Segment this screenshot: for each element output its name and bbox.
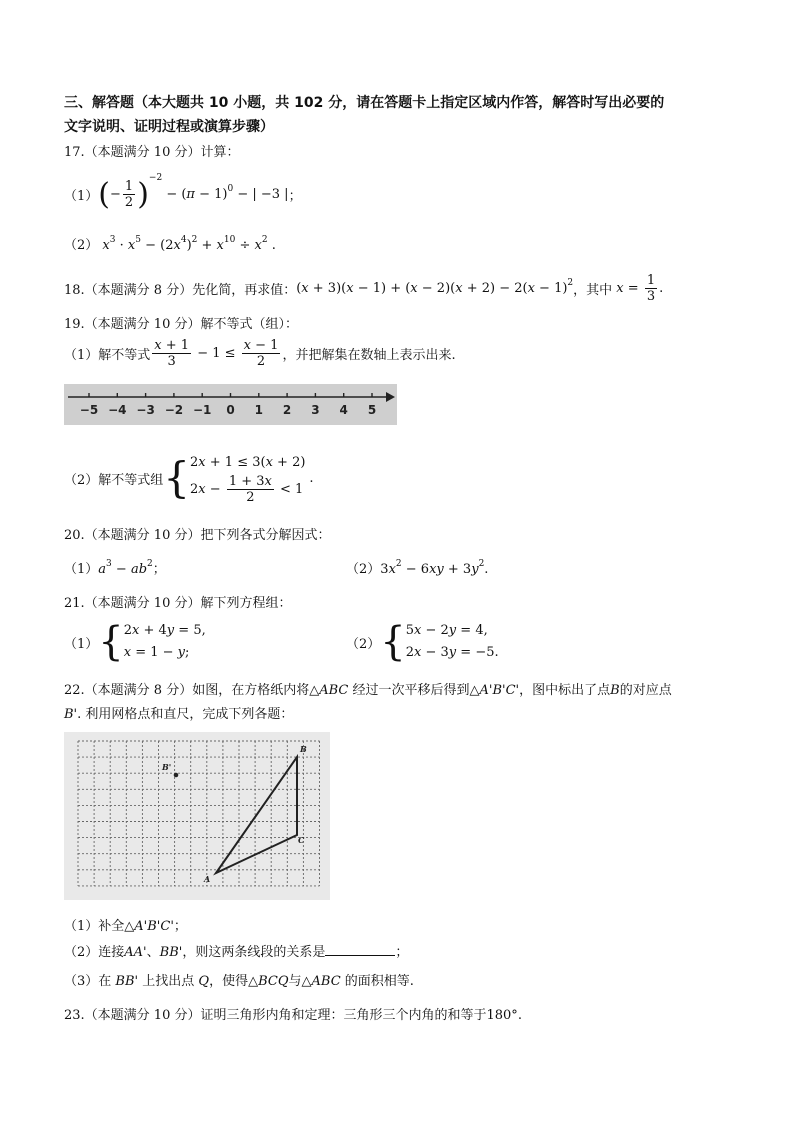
q18-expression: $(x + 3)(x - 1) + (x - 2)(x + 2) - 2(x - 1)^2$	[296, 277, 574, 296]
q22-part3: （3）在 BB' 上找出点 Q，使得△BCQ与△ABC 的面积相等.	[64, 974, 414, 989]
number-line-image	[64, 384, 397, 425]
q17-part1-label: （1）	[64, 188, 99, 204]
q19-part2-tail: .	[309, 470, 314, 486]
number-line-tick-label: 0	[226, 403, 235, 417]
q22-heading-line2: B'. 利用网格点和直尺，完成下列各题：	[64, 707, 294, 722]
q23-tail: .	[517, 1008, 522, 1023]
number-line-tick-label: −5	[79, 403, 99, 417]
number-line-arrow-icon	[386, 392, 395, 402]
q22-part2: （2）连接AA'、BB'，则这两条线段的关系是 ；	[64, 945, 409, 960]
number-line-tick-label: −3	[136, 403, 155, 417]
q18	[64, 270, 663, 306]
q21-part2	[346, 618, 499, 666]
q17-heading: 17.（本题满分 10 分）计算：	[64, 145, 240, 160]
q21-part1-system: 2x + 4y = 5, x = 1 − y;	[123, 623, 206, 660]
q19-part1-tail: ，并把解集在数轴上表示出来.	[282, 347, 456, 363]
label-c: C	[298, 835, 305, 845]
q23-text: 23.（本题满分 10 分）证明三角形内角和定理：三角形三个内角的和等于	[64, 1008, 487, 1023]
q17-part1-tail: ；	[288, 188, 302, 204]
q23	[64, 1004, 522, 1023]
number-line-tick-label: 2	[282, 403, 292, 417]
number-line-tick-label: 3	[311, 403, 320, 417]
q20-part2-expression: $3x^2 - 6xy + 3y^2$	[380, 559, 485, 577]
number-line-tick-label: 5	[367, 403, 377, 417]
q20-part1-expression: $a^3 - ab^2$	[98, 559, 153, 577]
q18-tail: .	[659, 280, 664, 296]
label-b: B	[300, 744, 307, 754]
brace-icon: {	[163, 453, 191, 502]
q18-condition: x = $\frac{1}{3}$	[616, 272, 656, 304]
q21-part2-system: 5x − 2y = 4, 2x − 3y = −5.	[405, 623, 499, 660]
q19-part2	[64, 446, 314, 510]
q20-part1-label: （1）	[64, 562, 99, 577]
q19-part2-system: 2x + 1 ≤ 3(x + 2) 2x − $\frac{1 + 3x}{2}$ < 1	[190, 454, 306, 505]
number-line-tick-label: 1	[254, 403, 263, 417]
q20-heading: 20.（本题满分 10 分）把下列各式分解因式：	[64, 528, 331, 543]
label-a: A	[204, 874, 211, 884]
grid-figure	[64, 732, 330, 900]
q22-heading: 22.（本题满分 8 分）如图，在方格纸内将△ABC 经过一次平移后得到△A'B'C'，图中标出了点B的对应点	[64, 683, 672, 698]
grid-svg	[64, 732, 330, 900]
q18-heading: 18.（本题满分 8 分）先化简，再求值：	[64, 282, 297, 298]
brace-icon: {	[98, 619, 124, 665]
section-heading-line1: 三、解答题（本大题共 10 小题，共 102 分，请在答题卡上指定区域内作答，解答时写出必要的	[64, 95, 665, 111]
number-line-tick-label: −2	[164, 403, 184, 417]
q23-angle: 180°	[486, 1008, 518, 1023]
q21-part1	[64, 618, 206, 666]
point-b-prime	[174, 773, 179, 778]
section-heading-line2: 文字说明、证明过程或演算步骤）	[64, 119, 274, 135]
q20-part2-tail: .	[484, 562, 489, 577]
number-line-tick-label: −1	[192, 403, 212, 417]
q17-part2-expression: $x^3 \cdot x^5 - (2x^4)^2 + x^{10} \div x^2$	[102, 235, 268, 253]
q17-part2-label: （2）	[64, 238, 99, 253]
label-b-prime: B'	[162, 762, 172, 772]
q17-part2	[64, 234, 276, 253]
number-line-tick-label: 4	[339, 403, 348, 417]
q19-heading: 19.（本题满分 10 分）解不等式（组）：	[64, 317, 298, 332]
q22-part1: （1）补全△A'B'C'；	[64, 919, 187, 934]
q21-part1-label: （1）	[64, 636, 99, 652]
q21-part2-label: （2）	[346, 636, 381, 652]
q19-part1	[64, 334, 456, 372]
q17-part1	[64, 172, 302, 216]
q20-part1	[64, 558, 166, 577]
q17-part1-expression: (− $\frac{1}{2}$ )$^{-2} - (\pi - 1)^0$ − | −3 |	[98, 172, 289, 212]
number-line-tick-label: −4	[108, 403, 127, 417]
q20-part1-tail: ；	[152, 562, 166, 577]
number-line	[64, 384, 397, 425]
q17-part2-tail: .	[271, 238, 276, 253]
answer-blank[interactable]	[325, 943, 395, 956]
q19-part2-label: （2）解不等式组	[64, 472, 164, 488]
q21-heading: 21.（本题满分 10 分）解下列方程组：	[64, 596, 292, 611]
q18-mid: ，其中	[573, 282, 613, 298]
q20-part2-label: （2）	[346, 562, 381, 577]
q20-part2	[346, 558, 488, 577]
q19-part1-label: （1）解不等式	[64, 347, 151, 363]
q19-part1-inequality: $\frac{x + 1}{3}$ − 1 ≤ $\frac{x - 1}{2}$	[154, 337, 279, 369]
brace-icon: {	[380, 619, 406, 665]
triangle-abc	[216, 757, 297, 873]
